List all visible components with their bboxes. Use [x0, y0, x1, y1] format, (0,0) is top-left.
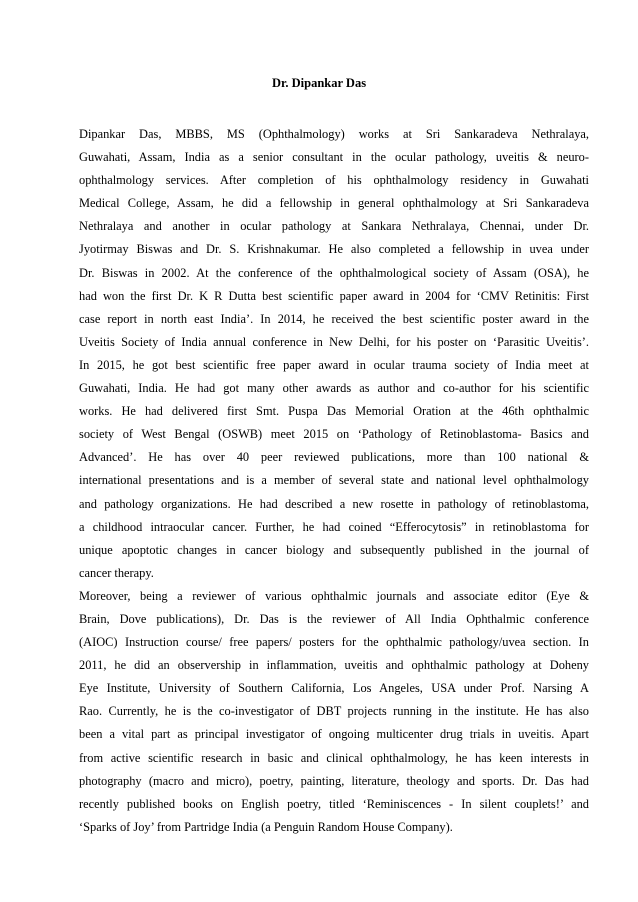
text-line: works. He had delivered first Smt. Puspa Das Memorial Oration at the 46th ophthalmic [79, 404, 589, 419]
text-line: Moreover, being a reviewer of various ophthalmic journals and associate editor (Eye & [79, 588, 589, 603]
paragraph [79, 123, 589, 585]
text-line: Advanced’. He has over 40 peer reviewed publications, more than 100 national & [79, 450, 589, 465]
text-line: Jyotirmay Biswas and Dr. S. Krishnakumar. He also completed a fellowship in uvea under [79, 242, 589, 257]
text-line: Guwahati, Assam, India as a senior consultant in the ocular pathology, uveitis & neuro- [79, 150, 589, 165]
text-line: Medical College, Assam, he did a fellowship in general ophthalmology at Sri Sankaradeva [79, 196, 589, 211]
biography-text [79, 123, 589, 839]
text-line: and pathology organizations. He had described a new rosette in pathology of retinoblastoma, [79, 496, 589, 511]
text-line: Uveitis Society of India annual conference in New Delhi, for his poster on ‘Parasitic Uveitis’. [79, 334, 589, 349]
text-line: (AIOC) Instruction course/ free papers/ posters for the ophthalmic pathology/uvea section. In [79, 635, 589, 650]
text-line: international presentations and is a member of several state and national level ophthalmology [79, 473, 589, 488]
text-line: from active scientific research in basic and clinical ophthalmology, he has keen interests in [79, 750, 589, 765]
text-line: ‘Sparks of Joy’ from Partridge India (a Penguin Random House Company). [79, 819, 453, 834]
text-line: 2011, he did an observership in inflammation, uveitis and ophthalmic pathology at Doheny [79, 658, 589, 673]
text-line: In 2015, he got best scientific free paper award in ocular trauma society of India meet at [79, 357, 589, 372]
text-line: Guwahati, India. He had got many other awards as author and co-author for his scientific [79, 381, 589, 396]
text-line: ophthalmology services. After completion of his ophthalmology residency in Guwahati [79, 173, 589, 188]
text-line: society of West Bengal (OSWB) meet 2015 on ‘Pathology of Retinoblastoma- Basics and [79, 427, 589, 442]
text-line: Dr. Biswas in 2002. At the conference of the ophthalmological society of Assam (OSA), he [79, 265, 589, 280]
paragraph [79, 585, 589, 839]
text-line: recently published books on English poetry, titled ‘Reminiscences - In silent couplets!’ and [79, 796, 589, 811]
text-line: photography (macro and micro), poetry, painting, literature, theology and sports. Dr. Das had [79, 773, 589, 788]
text-line: Eye Institute, University of Southern California, Los Angeles, USA under Prof. Narsing A [79, 681, 589, 696]
text-line: cancer therapy. [79, 565, 154, 580]
text-line: Nethralaya and another in ocular pathology at Sankara Nethralaya, Chennai, under Dr. [79, 219, 589, 234]
page-title: Dr. Dipankar Das [271, 76, 367, 90]
text-line: had won the first Dr. K R Dutta best scientific paper award in 2004 for ‘CMV Retinitis: First [79, 288, 589, 303]
text-line: case report in north east India’. In 2014, he received the best scientific poster award in the [79, 311, 589, 326]
text-line: Rao. Currently, he is the co-investigator of DBT projects running in the institute. He has also [79, 704, 589, 719]
text-line: Brain, Dove publications), Dr. Das is the reviewer of All India Ophthalmic conference [79, 611, 589, 626]
text-line: unique apoptotic changes in cancer biology and subsequently published in the journal of [79, 542, 589, 557]
text-line: Dipankar Das, MBBS, MS (Ophthalmology) works at Sri Sankaradeva Nethralaya, [79, 127, 589, 141]
text-line: been a vital part as principal investigator of ongoing multicenter drug trials in uveitis. Apart [79, 727, 589, 742]
text-line: a childhood intraocular cancer. Further, he had coined “Efferocytosis” in retinoblastoma for [79, 519, 589, 534]
